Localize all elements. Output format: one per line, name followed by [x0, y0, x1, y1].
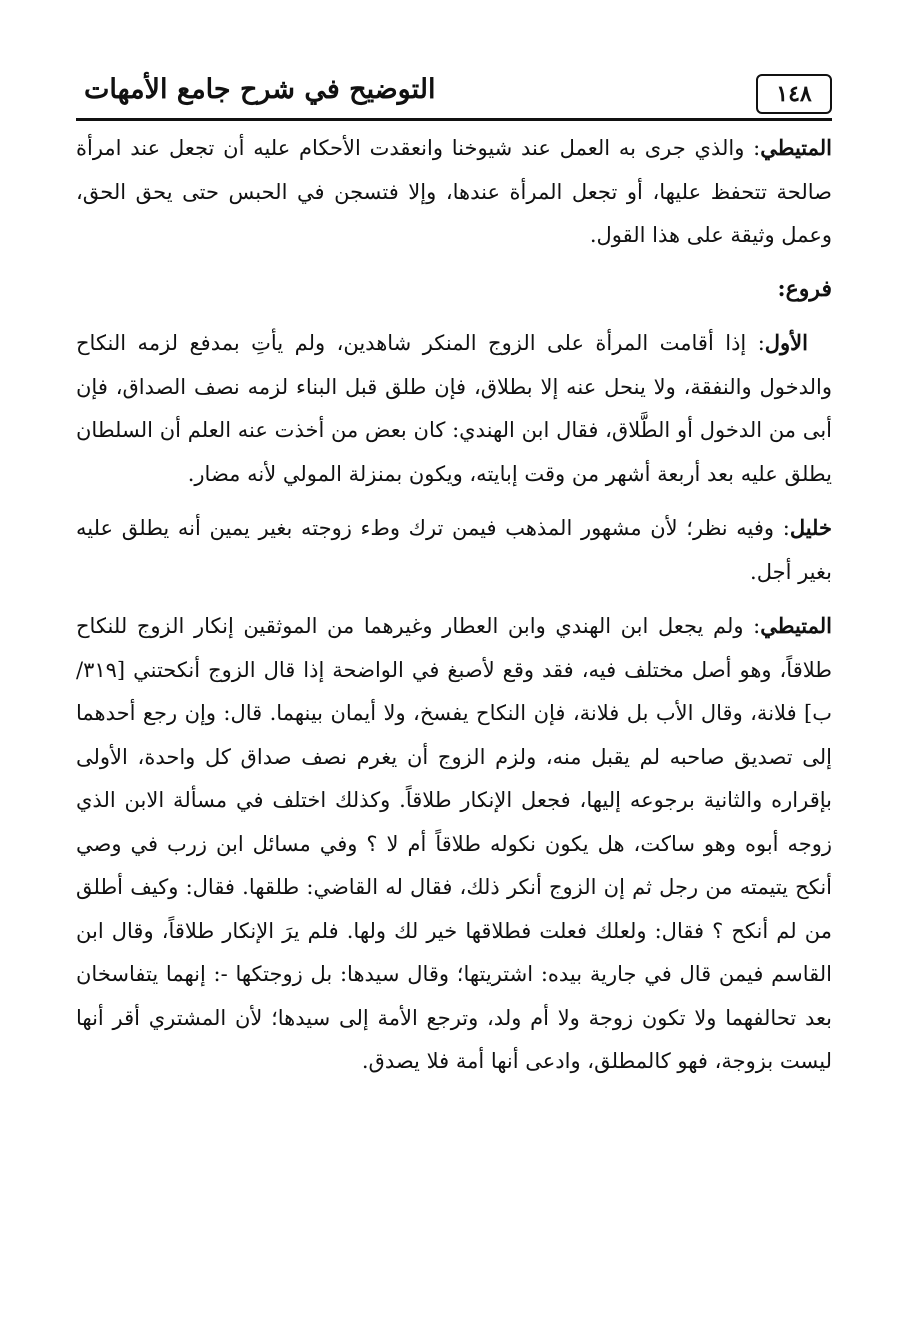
header-divider [76, 118, 832, 121]
speaker-label: خليل [789, 515, 832, 540]
running-title: التوضيح في شرح جامع الأمهات [84, 74, 436, 105]
book-page [76, 60, 832, 1260]
speaker-label: المتيطي [760, 135, 832, 160]
paragraph [76, 321, 832, 496]
paragraph-text: : وفيه نظر؛ لأن مشهور المذهب فيمن ترك وطء زوجته بغير يمين أنه يطلق عليه بغير أجل. [76, 516, 832, 584]
page-number [756, 74, 832, 114]
paragraph-text: : إذا أقامت المرأة على الزوج المنكر شاهدين، ولم يأتِ بمدفع لزمه النكاح والدخول والنفقة، ولا ينحل عنه إلا بطلاق، فإن طلق قبل البناء لزمه نصف الصداق، فإن أبى من الدخول أو الطَّلاق، فقال ابن الهندي: كان بعض من أخذت عنه العلم أن السلطان يطلق عليه بعد أربعة أشهر من وقت إبايته، ويكون بمنزلة المولي لأنه مضار. [76, 331, 832, 486]
paragraph [76, 506, 832, 594]
paragraph [76, 126, 832, 258]
paragraph-text: : ولم يجعل ابن الهندي وابن العطار وغيرهما من الموثقين إنكار الزوج للنكاح طلاقاً، وهو أصل مختلف فيه، فقد وقع لأصبغ في الواضحة إذا قال الزوج أنكحتني [٣١٩/ ب] فلانة، وقال الأب بل فلانة، فإن النكاح يفسخ، ولا أيمان بينهما. قال: وإن رجع أحدهما إلى تصديق صاحبه لم يقبل منه، ولزم الزوج أن يغرم نصف صداق كل واحدة، الأولى بإقراره والثانية برجوعه إليها، فجعل الإنكار طلاقاً. وكذلك اختلف في مسألة الابن الذي زوجه أبوه وهو ساكت، هل يكون نكوله طلاقاً أم لا ؟ وفي مسائل ابن زرب في وصي أنكح يتيمته من رجل ثم إن الزوج أنكر ذلك، فقال له القاضي: طلقها. فقال: وكيف أطلق من لم أنكح ؟ فقال: ولعلك فعلت فطلاقها خير لك ولها. فلم يرَ الإنكار طلاقاً، وقال ابن القاسم فيمن قال في جارية بيده: اشتريتها؛ وقال سيدها: بل زوجتكها -: إنهما يتفاسخان بعد تحالفهما ولا تكون زوجة ولا أم ولد، وترجع الأمة إلى سيدها؛ لأن المشتري أقر أنها ليست بزوجة، فهو كالمطلق، وادعى أنها أمة فلا يصدق. [76, 614, 832, 1073]
paragraph-text: : والذي جرى به العمل عند شيوخنا وانعقدت الأحكام عليه أن تجعل عند امرأة صالحة تتحفظ عليها، أو تجعل المرأة عندها، وإلا فتسجن في الحبس حتى يحق الحق، وعمل وثيقة على هذا القول. [76, 136, 832, 247]
page-body [76, 126, 832, 1094]
section-heading: فروع: [777, 275, 832, 302]
speaker-label: المتيطي [760, 613, 832, 638]
speaker-label: الأول [764, 330, 808, 355]
paragraph [76, 604, 832, 1084]
page-header [76, 60, 832, 116]
page-number-text: ١٤٨ [776, 81, 812, 107]
